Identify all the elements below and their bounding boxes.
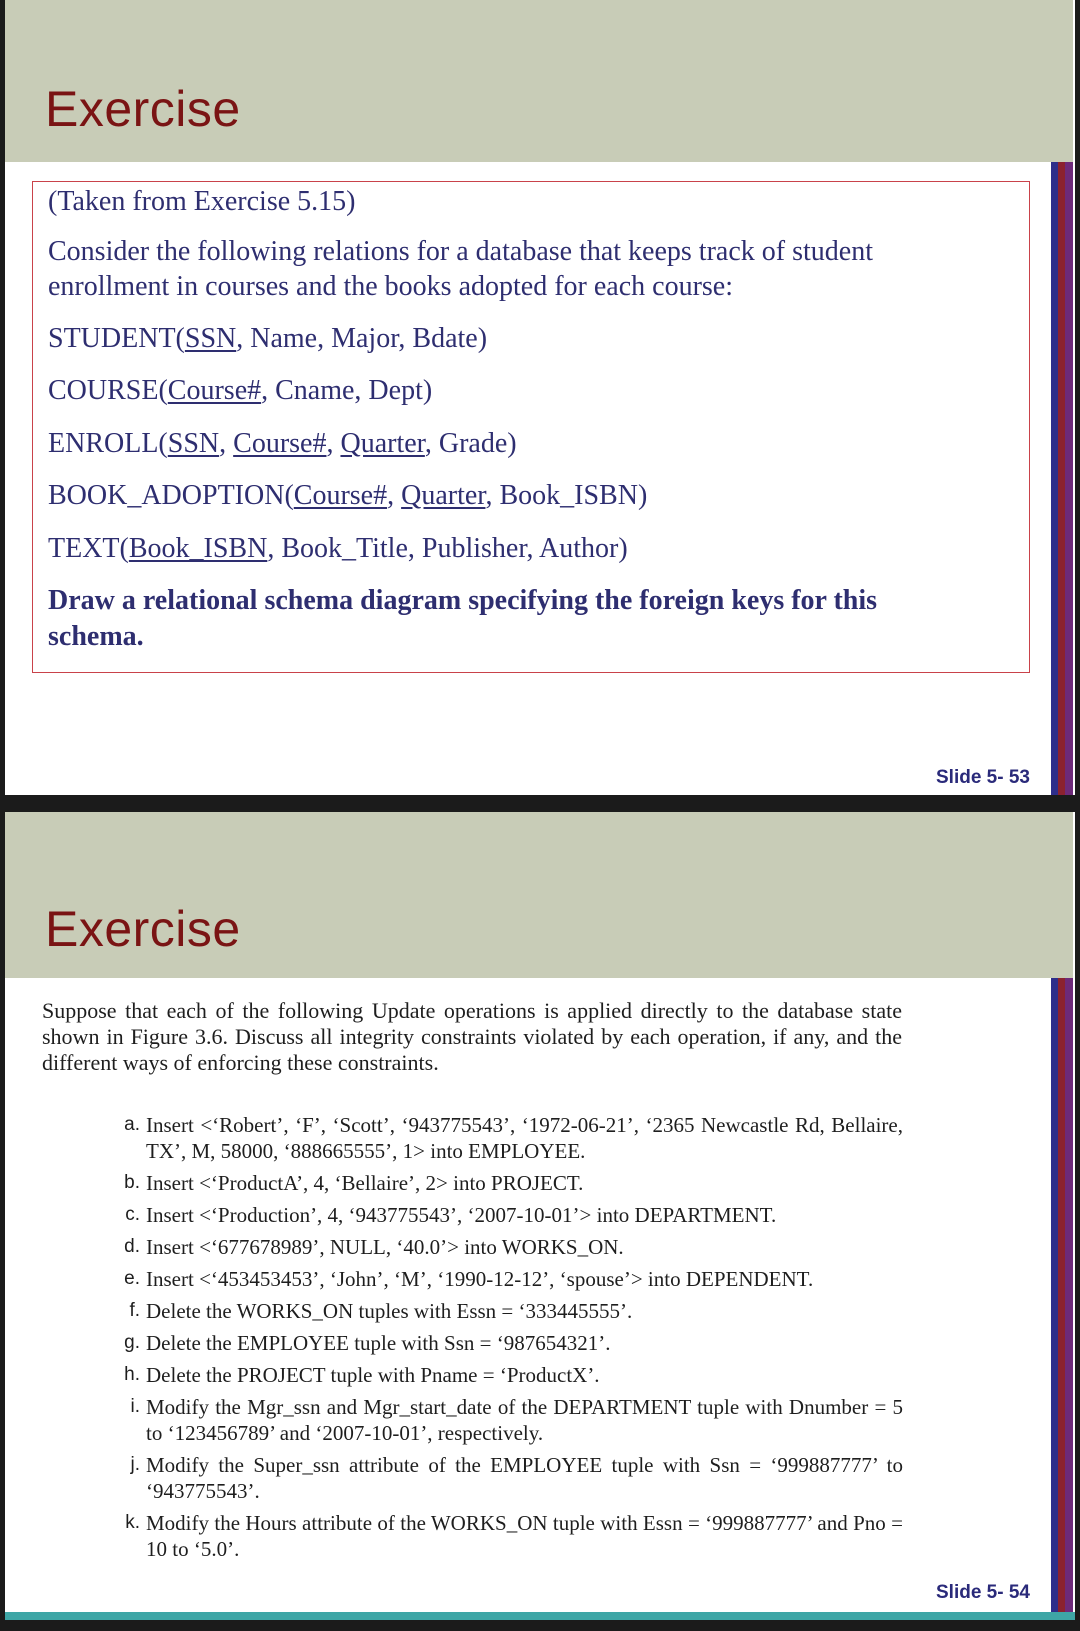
relation-enroll: ENROLL(SSN, Course#, Quarter, Grade) [48,428,517,459]
operation-item: f. Delete the WORKS_ON tuples with Essn = ‘333445555’. [129,1299,633,1323]
relation-book-adoption: BOOK_ADOPTION(Course#, Quarter, Book_ISBN) [48,480,648,511]
slide-number: Slide 5- 53 [936,767,1030,788]
intro-line-1: Consider the following relations for a database that keeps track of student [48,236,873,267]
intro-line-2: enrollment in courses and the books adopted for each course: [48,271,734,302]
exercise-source: (Taken from Exercise 5.15) [48,186,356,217]
slide-54 [5,812,1075,1612]
task-line-1: Draw a relational schema diagram specifying the foreign keys for this [48,585,878,616]
side-stripes [1051,978,1073,1612]
slide-number: Slide 5- 54 [936,1582,1030,1603]
operation-item: h. Delete the PROJECT tuple with Pname = ‘ProductX’. [124,1363,600,1387]
relation-student: STUDENT(SSN, Name, Major, Bdate) [48,323,488,354]
operation-item: b. Insert <‘ProductA’, 4, ‘Bellaire’, 2> into PROJECT. [124,1171,584,1195]
side-stripes [1051,162,1073,795]
operation-item: a. Insert <‘Robert’, ‘F’, ‘Scott’, ‘943775543’, ‘1972-06-21’, ‘2365 Newcastle Rd, Bellaire, TX’, M, 58000, ‘888665555’, 1> into EMPLOYEE. [124,1113,903,1163]
relation-text: TEXT(Book_ISBN, Book_Title, Publisher, Author) [48,533,628,564]
operation-item: c. Insert <‘Production’, 4, ‘943775543’, ‘2007-10-01’> into DEPARTMENT. [125,1203,777,1227]
operation-item: e. Insert <‘453453453’, ‘John’, ‘M’, ‘1990-12-12’, ‘spouse’> into DEPENDENT. [124,1267,814,1291]
next-slide-edge [5,1612,1075,1620]
operation-item: d. Insert <‘677678989’, NULL, ‘40.0’> into WORKS_ON. [124,1235,624,1259]
relation-course: COURSE(Course#, Cname, Dept) [48,375,433,406]
operation-item: g. Delete the EMPLOYEE tuple with Ssn = ‘987654321’. [124,1331,611,1355]
operation-item: k. Modify the Hours attribute of the WORKS_ON tuple with Essn = ‘999887777’ and Pno = 10 to ‘5.0’. [125,1511,903,1561]
slide-title: Exercise [45,81,241,137]
operation-item: i. Modify the Mgr_ssn and Mgr_start_date of the DEPARTMENT tuple with Dnumber = 5 to ‘123456789’ and ‘2007-10-01’, respectively. [130,1395,903,1445]
exercise-intro: Suppose that each of the following Update operations is applied directly to the database state shown in Figure 3.6. Discuss all integrity constraints violated by each operation, if any, and the different ways of enforcing these constraints. [42,998,902,1075]
slide-53 [5,0,1075,795]
operation-item: j. Modify the Super_ssn attribute of the EMPLOYEE tuple with Ssn = ‘999887777’ to ‘943775543’. [130,1453,903,1503]
slide-title: Exercise [45,901,241,957]
task-line-2: schema. [48,621,144,652]
